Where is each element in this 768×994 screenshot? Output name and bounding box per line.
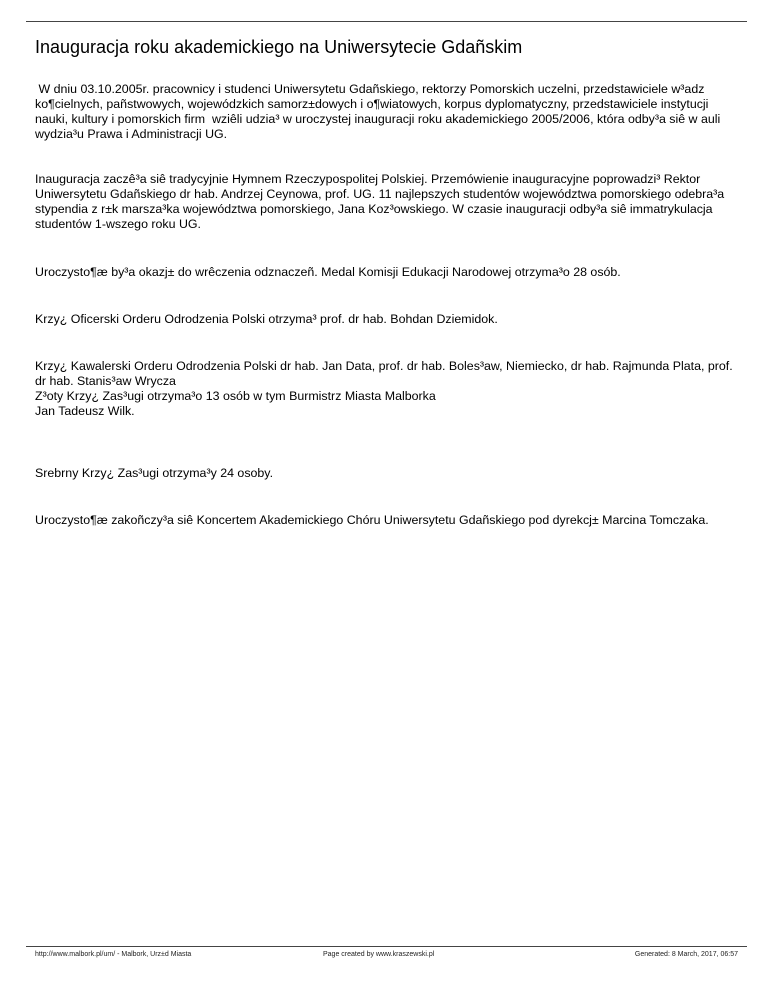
- paragraph-intro: W dniu 03.10.2005r. pracownicy i studenci Uniwersytetu Gdañskiego, rektorzy Pomorskich uczelni, przedstawiciele w³adz ko¶cielnych, pañstwowych, wojewódzkich samorz±dowych i o¶wiatowych, korpus dyplomatyczny, przedstawiciele instytucji nauki, kultury i pomorskich firm wziêli udzia³ w uroczystej inauguracji roku akademickiego 2005/2006, która odby³a siê w auli wydzia³u Prawa i Administracji UG.: [35, 82, 724, 141]
- top-divider: [26, 21, 747, 22]
- footer-credit: Page created by www.kraszewski.pl: [323, 951, 435, 958]
- paragraph-medals: Uroczysto¶æ by³a okazj± do wrêczenia odznaczeñ. Medal Komisji Edukacji Narodowej otrzyma³o 28 osób.: [35, 265, 621, 279]
- paragraph-closing: Uroczysto¶æ zakoñczy³a siê Koncertem Akademickiego Chóru Uniwersytetu Gdañskiego pod dyrekcj± Marcina Tomczaka.: [35, 513, 709, 527]
- footer-source: http://www.malbork.pl/um/ - Malbork, Urz±d Miasta: [35, 951, 192, 958]
- article-title: Inauguracja roku akademickiego na Uniwersytecie Gdañskim: [35, 37, 523, 57]
- paragraph-officer-cross: Krzy¿ Oficerski Orderu Odrodzenia Polski otrzyma³ prof. dr hab. Bohdan Dziemidok.: [35, 312, 498, 326]
- paragraph-inauguration: Inauguracja zaczê³a siê tradycyjnie Hymnem Rzeczypospolitej Polskiej. Przemówienie inauguracyjne poprowadzi³ Rektor Uniwersytetu Gdañskiego dr hab. Andrzej Ceynowa, prof. UG. 11 najlepszych studentów województwa pomorskiego odebra³a stypendia z r±k marsza³ka województwa pomorskiego, Jana Koz³owskiego. W czasie inauguracji odby³a siê immatrykulacja studentów 1-wszego roku UG.: [35, 172, 728, 231]
- article-body: [35, 82, 740, 528]
- paragraph-silver-cross: Srebrny Krzy¿ Zas³ugi otrzyma³y 24 osoby.: [35, 466, 274, 480]
- paragraph-knight-cross: Krzy¿ Kawalerski Orderu Odrodzenia Polski dr hab. Jan Data, prof. dr hab. Boles³aw, Niemiecko, dr hab. Rajmunda Plata, prof. dr hab. Stanis³aw Wrycza Z³oty Krzy¿ Zas³ugi otrzyma³o 13 osób w tym Burmistrz Miasta Malborka Jan Tadeusz Wilk.: [35, 359, 733, 418]
- bottom-divider: [26, 946, 747, 947]
- footer-generated: Generated: 8 March, 2017, 06:57: [634, 951, 738, 958]
